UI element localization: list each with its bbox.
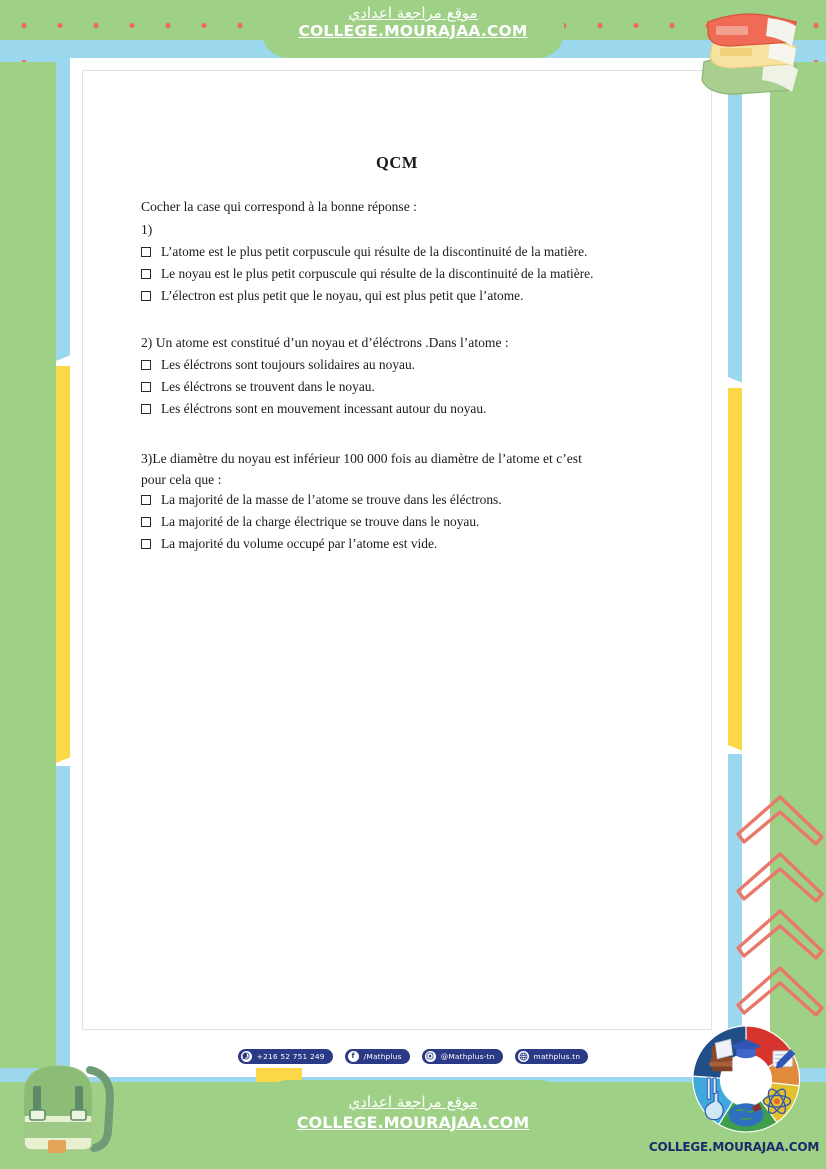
backpack-tag — [48, 1140, 66, 1153]
option-row[interactable] — [141, 534, 689, 554]
checkbox-icon[interactable] — [141, 291, 151, 301]
question-2-stem: 2) Un atome est constitué d’un noyau et d’éléctrons .Dans l’atome : — [141, 334, 509, 350]
education-wheel-illustration — [688, 1022, 804, 1138]
backpack-illustration — [4, 1036, 124, 1162]
chevron-icon — [738, 911, 822, 958]
question-3-stem-line-1: 3)Le diamètre du noyau est inférieur 100 000 fois au diamètre de l’atome et c’est — [141, 451, 582, 466]
footer-arabic-title: موقع مراجعة اعدادي — [348, 1093, 478, 1111]
checkbox-icon[interactable] — [141, 269, 151, 279]
stacked-books-illustration — [686, 0, 826, 96]
question-1 — [141, 220, 689, 306]
backpack-buckle-right — [71, 1110, 86, 1120]
option-label: Les éléctrons sont en mouvement incessant autour du noyau. — [161, 400, 487, 416]
page-title: QCM — [375, 153, 419, 172]
left-border-yellow — [56, 366, 70, 768]
instruction-text: Cocher la case qui correspond à la bonne réponse : — [141, 199, 417, 214]
facebook-icon: f — [348, 1051, 359, 1062]
header-banner — [262, 4, 564, 58]
whatsapp-badge[interactable] — [238, 1049, 333, 1064]
option-label: L’atome est le plus petit corpuscule qui résulte de la discontinuité de la matière. — [161, 244, 588, 259]
instagram-icon — [425, 1051, 436, 1062]
checkbox-icon[interactable] — [141, 539, 151, 549]
website-icon — [518, 1051, 529, 1062]
question-3-options — [141, 490, 689, 554]
question-1-options — [141, 242, 689, 306]
whatsapp-icon — [241, 1051, 252, 1062]
question-3-stem-line-2: pour cela que : — [141, 472, 222, 487]
notebook-pen-icon — [773, 1049, 795, 1068]
worksheet-page — [82, 70, 712, 1030]
facebook-badge[interactable] — [345, 1049, 410, 1064]
backpack-band — [24, 1122, 92, 1138]
question-2 — [141, 333, 689, 419]
questions-container — [83, 197, 711, 554]
instagram-badge[interactable] — [422, 1049, 503, 1064]
chevron-icon — [738, 968, 822, 1015]
option-row[interactable] — [141, 286, 689, 306]
option-label: Les éléctrons se trouvent dans le noyau. — [161, 378, 375, 394]
footer-white-strip — [56, 1068, 770, 1077]
checkbox-icon[interactable] — [141, 495, 151, 505]
checkbox-icon[interactable] — [141, 247, 151, 257]
right-border-blue-top — [728, 58, 742, 390]
right-border-yellow — [728, 388, 742, 756]
left-border-blue-top — [56, 58, 70, 368]
book-red-icon — [708, 14, 796, 46]
footer-site-url: COLLEGE.MOURAJAA.COM — [296, 1113, 530, 1132]
question-1-number: 1) — [141, 222, 153, 237]
chevron-icon — [738, 797, 822, 844]
option-row[interactable] — [141, 512, 689, 532]
option-label: La majorité de la masse de l’atome se trouve dans les éléctrons. — [161, 492, 502, 507]
option-row[interactable] — [141, 355, 689, 375]
option-row[interactable] — [141, 242, 689, 262]
backpack-buckle-left — [30, 1110, 45, 1120]
website-url: mathplus.tn — [533, 1051, 581, 1061]
header-site-url: COLLEGE.MOURAJAA.COM — [298, 22, 528, 40]
header-arabic-title: موقع مراجعة اعدادي — [348, 4, 478, 22]
checkbox-icon[interactable] — [141, 382, 151, 392]
question-2-options — [141, 355, 689, 419]
option-label: Le noyau est le plus petit corpuscule qui résulte de la discontinuité de la matière. — [161, 266, 594, 281]
left-border-blue-bottom — [56, 766, 70, 1068]
option-label: L’électron est plus petit que le noyau, qui est plus petit que l’atome. — [161, 288, 524, 303]
option-label: La majorité de la charge électrique se trouve dans le noyau. — [161, 514, 480, 529]
backpack-strap-icon — [90, 1070, 110, 1148]
option-label: La majorité du volume occupé par l’atome est vide. — [161, 536, 438, 551]
worksheet-content — [83, 71, 711, 1029]
option-row[interactable] — [141, 399, 689, 419]
watermark-url: COLLEGE.MOURAJAA.COM — [648, 1140, 820, 1154]
website-badge[interactable] — [515, 1049, 589, 1064]
facebook-handle: /Mathplus — [363, 1051, 402, 1061]
footer-banner — [262, 1092, 564, 1148]
checkbox-icon[interactable] — [141, 404, 151, 414]
whatsapp-number: +216 52 751 249 — [256, 1051, 325, 1061]
checkbox-icon[interactable] — [141, 360, 151, 370]
question-3 — [141, 448, 689, 554]
option-row[interactable] — [141, 490, 689, 510]
globe-icon — [729, 1103, 764, 1126]
option-row[interactable] — [141, 264, 689, 284]
option-row[interactable] — [141, 377, 689, 397]
chevron-decoration — [736, 792, 826, 1022]
checkbox-icon[interactable] — [141, 517, 151, 527]
chevron-icon — [738, 854, 822, 901]
instagram-handle: @Mathplus-tn — [440, 1051, 495, 1061]
option-label: Les éléctrons sont toujours solidaires au noyau. — [161, 356, 415, 372]
